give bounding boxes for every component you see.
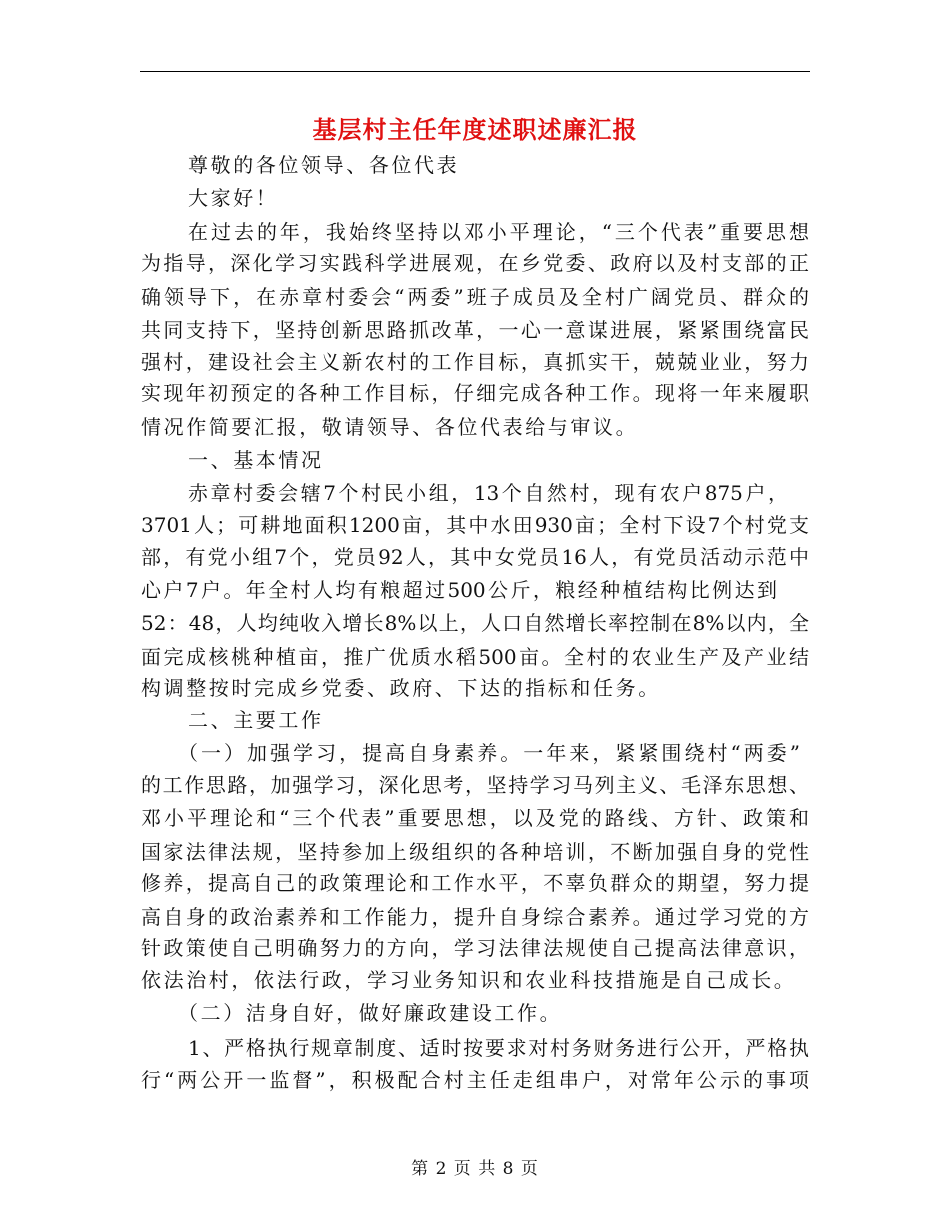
text-line: 情况作简要汇报，敬请领导、各位代表给与审议。 — [141, 415, 639, 439]
text-line: 针政策使自己明确努力的方向，学习法律法规使自己提高法律意识， — [141, 936, 809, 960]
text-line: 依法治村，依法行政，学习业务知识和农业科技措施是自己成长。 — [141, 968, 797, 992]
text-line: 共同支持下，坚持创新思路抓改革，一心一意谋进展，紧紧围绕富民 — [141, 318, 809, 342]
text-line: 的工作思路，加强学习，深化思考，坚持学习马列主义、毛泽东思想、 — [141, 773, 809, 797]
text-line: 确领导下，在赤章村委会“两委”班子成员及全村广阔党员、群众的 — [141, 285, 809, 309]
text-line: 修养，提高自己的政策理论和工作水平，不辜负群众的期望，努力提 — [141, 871, 809, 895]
text-line: 强村，建设社会主义新农村的工作目标，真抓实干，兢兢业业，努力 — [141, 350, 809, 374]
text-line: 行“两公开一监督”，积极配合村主任走组串户，对常年公示的事项 — [141, 1068, 809, 1092]
text-line: 面完成核桃种植亩，推广优质水稻500亩。全村的农业生产及产业结 — [141, 645, 809, 669]
text-line: 3701人；可耕地面积1200亩，其中水田930亩；全村下设7个村党支 — [141, 513, 809, 537]
text-line: 为指导，深化学习实践科学进展观，在乡党委、政府以及村支部的正 — [141, 251, 809, 275]
text-line: 在过去的年，我始终坚持以邓小平理论，“三个代表”重要思想 — [188, 220, 809, 244]
text-line: 赤章村委会辖7个村民小组，13个自然村，现有农户875户， — [188, 481, 788, 505]
page-number: 第 2 页 共 8 页 — [411, 1159, 539, 1179]
text-line: 邓小平理论和“三个代表”重要思想，以及党的路线、方针、政策和 — [141, 806, 809, 830]
section-heading: 二、主要工作 — [188, 708, 324, 732]
text-line: 国家法律法规，坚持参加上级组织的各种培训，不断加强自身的党性 — [141, 840, 809, 864]
text-line: 心户7户。年全村人均有粮超过500公斤，粮经种植结构比例达到 — [141, 578, 777, 602]
text-line: 部，有党小组7个，党员92人，其中女党员16人，有党员活动示范中 — [141, 545, 809, 569]
section-heading: 一、基本情况 — [188, 448, 324, 472]
text-line: （一）加强学习，提高自身素养。一年来，紧紧围绕村“两委” — [178, 741, 800, 765]
subsection-heading: （二）洁身自好，做好廉政建设工作。 — [178, 1001, 563, 1025]
text-line: 构调整按时完成乡党委、政府、下达的指标和任务。 — [141, 676, 661, 700]
text-line: 尊敬的各位领导、各位代表 — [188, 153, 460, 177]
document-title: 基层村主任年度述职述廉汇报 — [312, 116, 638, 144]
text-line: 高自身的政治素养和工作能力，提升自身综合素养。通过学习党的方 — [141, 905, 809, 929]
text-line: 52：48，人均纯收入增长8%以上，人口自然增长率控制在8%以内，全 — [141, 611, 809, 635]
text-line: 大家好！ — [188, 186, 279, 210]
text-line: 1、严格执行规章制度、适时按要求对村务财务进行公开，严格执 — [188, 1036, 809, 1060]
header-rule — [140, 71, 810, 72]
text-line: 实现年初预定的各种工作目标，仔细完成各种工作。现将一年来履职 — [141, 381, 809, 405]
